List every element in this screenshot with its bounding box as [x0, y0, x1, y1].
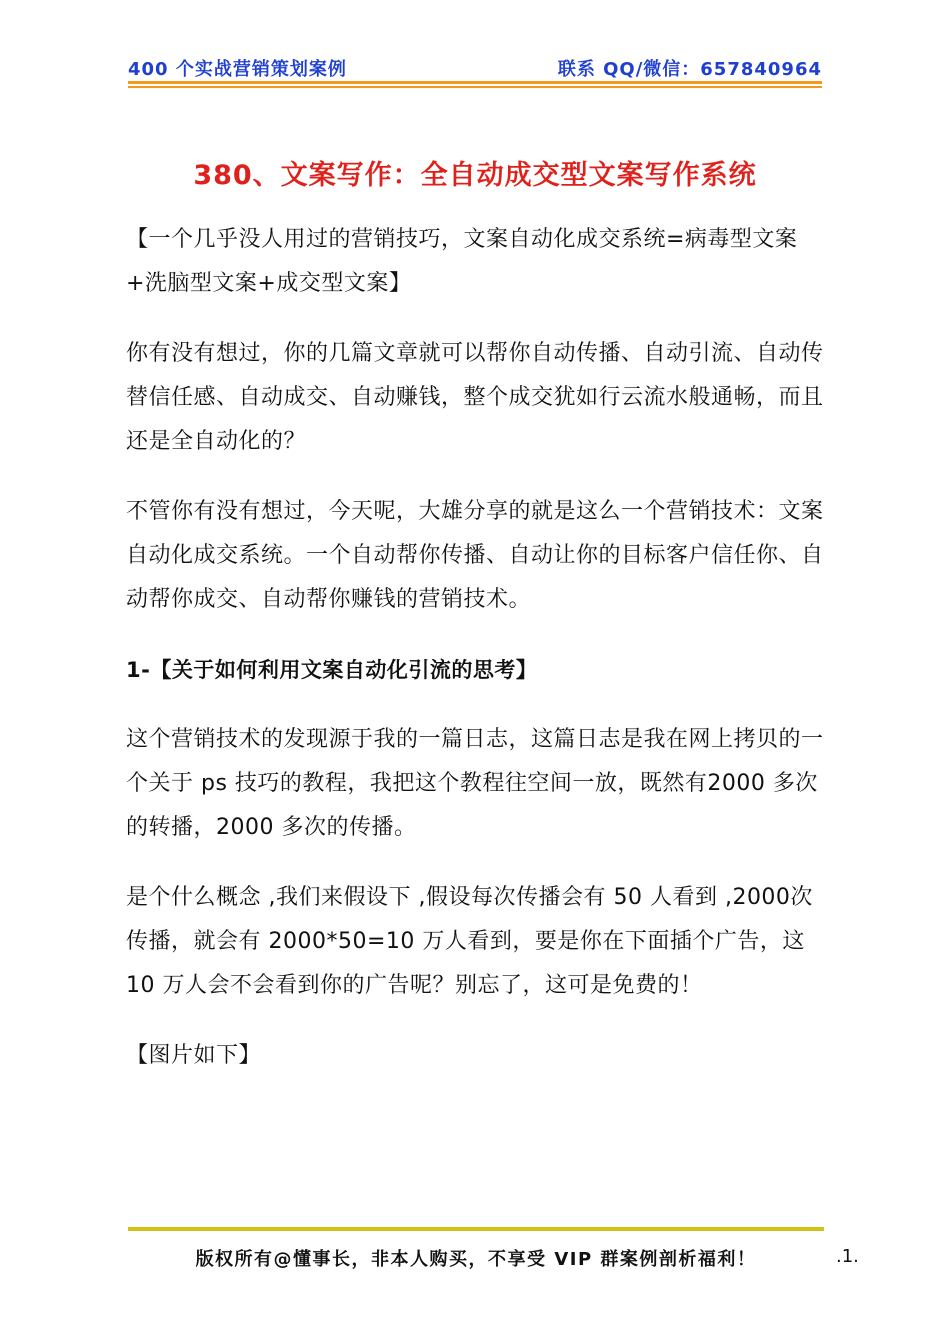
header-collection-title: 400 个实战营销策划案例 [128, 59, 347, 80]
header-rule-thin [128, 86, 822, 88]
body-paragraph: 你有没有想过，你的几篇文章就可以帮你自动传播、自动引流、自动传替信任感、自动成交、自动赚钱，整个成交犹如行云流水般通畅，而且还是全自动化的？ [126, 341, 824, 454]
body-paragraph: 是个什么概念 ,我们来假设下 ,假设每次传播会有 50 人看到 ,2000次传播，就会有 2000*50=10 万人看到，要是你在下面插个广告，这 10 万人会不会看到你的广告呢？别忘了，这可是免费的！ [126, 885, 813, 998]
document-body [126, 218, 826, 1104]
section-heading: 1-【关于如何利用文案自动化引流的思考】 [126, 658, 538, 682]
page-header [128, 55, 822, 79]
header-contact: 联系 QQ/微信：657840964 [557, 59, 822, 80]
page-number: .1. [836, 1246, 859, 1267]
image-caption: 【图片如下】 [126, 1043, 262, 1068]
header-rule-thick [128, 81, 822, 84]
footer-copyright: 版权所有@懂事长，非本人购买，不享受 VIP 群案例剖析福利！ [195, 1249, 757, 1270]
footer-rule [128, 1227, 824, 1231]
body-paragraph: 不管你有没有想过，今天呢，大雄分享的就是这么一个营销技术：文案自动化成交系统。一个自动帮你传播、自动让你的目标客户信任你、自动帮你成交、自动帮你赚钱的营销技术。 [126, 499, 824, 612]
document-title: 380、文案写作：全自动成交型文案写作系统 [193, 160, 757, 191]
body-paragraph: 这个营销技术的发现源于我的一篇日志，这篇日志是我在网上拷贝的一个关于 ps 技巧的教程，我把这个教程往空间一放，既然有2000 多次的转播，2000 多次的传播。 [126, 727, 824, 840]
intro-tagline: 【一个几乎没人用过的营销技巧，文案自动化成交系统=病毒型文案+洗脑型文案+成交型文案】 [126, 227, 798, 296]
